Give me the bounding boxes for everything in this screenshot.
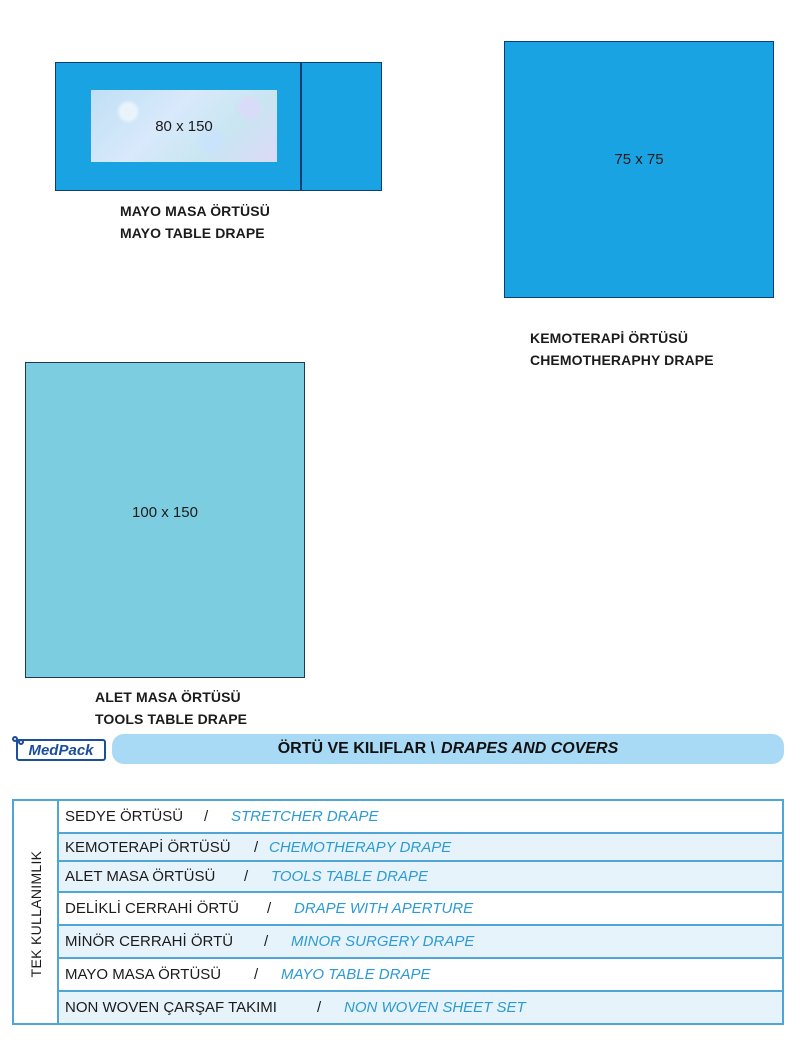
banner-title-tr: ÖRTÜ VE KILIFLAR \: [277, 740, 436, 757]
tools-drape-size: 100 x 150: [132, 503, 198, 521]
table-rows: [59, 801, 782, 1023]
chemo-drape-illustration: [504, 41, 774, 298]
section-banner: [112, 734, 784, 764]
row-en: TOOLS TABLE DRAPE: [271, 868, 428, 885]
mayo-drape-flap: [300, 62, 382, 191]
chemo-drape-caption: [530, 327, 714, 371]
table-row: [59, 834, 782, 862]
table-side-column: [14, 801, 59, 1023]
row-tr: NON WOVEN ÇARŞAF TAKIMI: [65, 999, 277, 1016]
mayo-drape-caption: [120, 200, 270, 244]
row-en: MINOR SURGERY DRAPE: [291, 933, 475, 950]
row-separator: /: [267, 900, 272, 917]
row-separator: /: [244, 868, 249, 885]
mayo-drape-size: 80 x 150: [155, 117, 213, 135]
row-tr: MİNÖR CERRAHİ ÖRTÜ: [65, 933, 234, 950]
row-separator: /: [204, 808, 209, 825]
tools-drape-caption: [95, 686, 247, 730]
banner-title-en: DRAPES AND COVERS: [441, 740, 619, 757]
table-row: [59, 926, 782, 959]
chemo-caption-en: CHEMOTHERAPHY DRAPE: [530, 352, 714, 368]
tools-caption-en: TOOLS TABLE DRAPE: [95, 711, 248, 727]
row-en: NON WOVEN SHEET SET: [344, 999, 526, 1016]
table-row: [59, 862, 782, 893]
row-tr: SEDYE ÖRTÜSÜ: [65, 808, 184, 825]
mayo-drape-illustration: [55, 62, 301, 191]
table-row: [59, 992, 782, 1023]
row-separator: /: [254, 838, 259, 856]
chemo-drape-size: 75 x 75: [614, 151, 664, 168]
table-row: [59, 893, 782, 926]
table-row: [59, 801, 782, 834]
row-tr: KEMOTERAPİ ÖRTÜSÜ: [65, 838, 231, 856]
product-table: [12, 799, 784, 1025]
row-en: MAYO TABLE DRAPE: [281, 966, 431, 983]
mayo-caption-tr: MAYO MASA ÖRTÜSÜ: [120, 203, 270, 219]
row-tr: ALET MASA ÖRTÜSÜ: [65, 868, 216, 885]
row-separator: /: [317, 999, 322, 1016]
row-separator: /: [264, 933, 269, 950]
row-tr: DELİKLİ CERRAHİ ÖRTÜ: [65, 900, 239, 917]
row-separator: /: [254, 966, 259, 983]
tools-drape-illustration: [25, 362, 305, 678]
chemo-caption-tr: KEMOTERAPİ ÖRTÜSÜ: [530, 330, 689, 346]
mayo-caption-en: MAYO TABLE DRAPE: [120, 225, 265, 241]
single-use-label: TEK KULLANIMLIK: [28, 850, 44, 978]
row-en: CHEMOTHERAPY DRAPE: [269, 838, 452, 856]
tools-caption-tr: ALET MASA ÖRTÜSÜ: [95, 689, 241, 705]
logo-dots-icon: [12, 736, 26, 746]
row-tr: MAYO MASA ÖRTÜSÜ: [65, 966, 222, 983]
medpack-logo: [12, 736, 108, 764]
mayo-drape-panel: [91, 90, 277, 162]
row-en: DRAPE WITH APERTURE: [294, 900, 474, 917]
logo-wordmark: MedPack: [16, 739, 106, 761]
table-row: [59, 959, 782, 992]
row-en: STRETCHER DRAPE: [231, 808, 379, 825]
